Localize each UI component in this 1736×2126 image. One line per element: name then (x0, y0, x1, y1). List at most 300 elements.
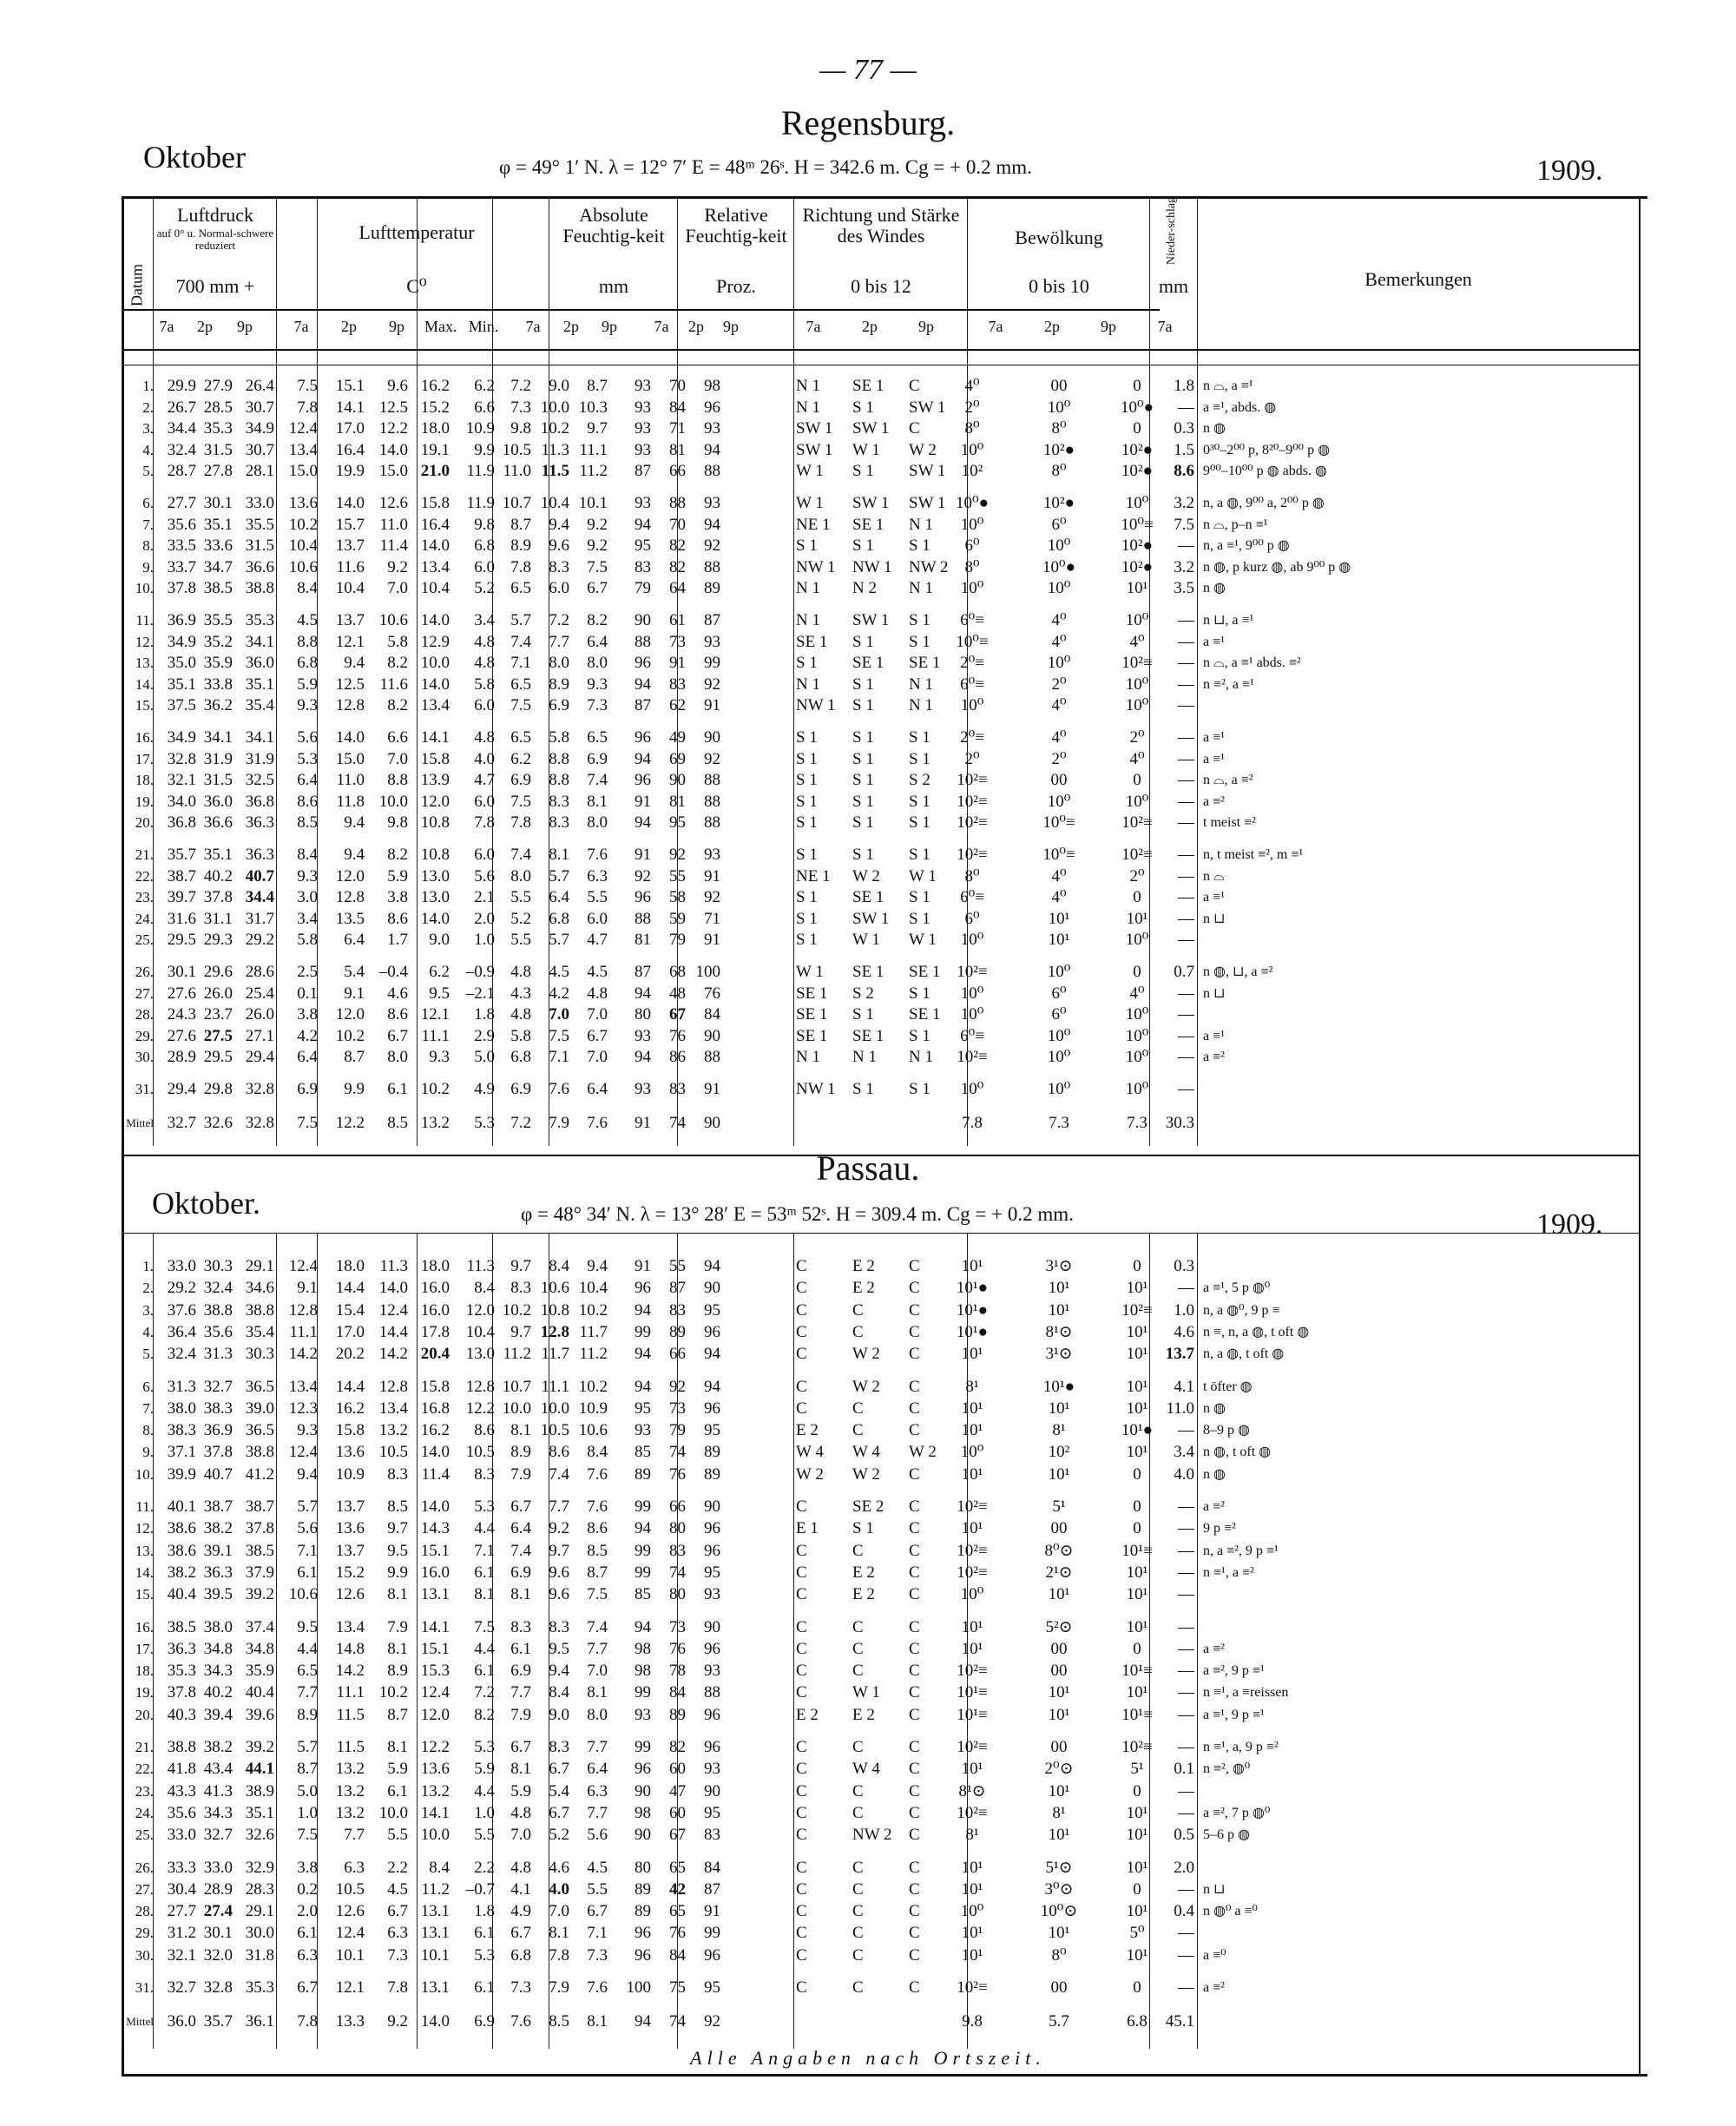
value-cell: 88 (669, 494, 686, 512)
value-cell: 6.3 (344, 1858, 365, 1877)
value-cell: 6.9 (510, 771, 531, 790)
value-cell: 4.9 (510, 1902, 531, 1921)
value-cell: 6.3 (587, 1781, 608, 1800)
value-cell: 6.5 (587, 728, 608, 747)
value-cell: 34.4 (245, 888, 274, 907)
value-cell: 93 (704, 494, 720, 512)
cloud-cell: 3⁰⊙ (1044, 1879, 1074, 1899)
subheader-t7: 7a (293, 318, 309, 335)
table-row (124, 1344, 1639, 1364)
value-cell: 11.6 (336, 557, 365, 576)
cloud-cell: 4⁰ (1129, 632, 1145, 651)
value-cell: 94 (635, 1300, 651, 1320)
value-cell: 7.0 (587, 1048, 608, 1067)
value-cell: 5.6 (474, 866, 495, 885)
value-cell: 27.7 (167, 1902, 196, 1921)
cloud-cell: 10⁰≡ (1121, 515, 1154, 534)
value-cell: 7.1 (549, 1048, 569, 1067)
cloud-cell: 10²≡ (957, 1497, 988, 1516)
table-row (124, 1682, 1639, 1702)
cloud-cell: 6⁰ (964, 909, 980, 928)
value-cell: 92 (704, 888, 720, 907)
value-cell: 36.6 (245, 557, 274, 576)
value-cell: 6.1 (474, 1924, 495, 1943)
value-cell: 6.1 (297, 1563, 318, 1582)
value-cell: 7.2 (510, 1113, 531, 1132)
value-cell: 36.0 (167, 2012, 196, 2031)
value-cell: 9.3 (297, 696, 318, 715)
value-cell: 8.4 (587, 1443, 608, 1462)
datum-cell: 24. (135, 910, 154, 927)
cloud-cell: 0 (1133, 1465, 1141, 1484)
value-cell: 7.6 (587, 1465, 608, 1484)
wind-cell: C (909, 1858, 920, 1877)
wind-cell: N 2 (852, 579, 877, 598)
value-cell: 85 (635, 1443, 651, 1462)
value-cell: 11.3 (379, 1257, 408, 1275)
value-cell: 8.8 (549, 749, 569, 768)
value-cell: 13.2 (335, 1803, 365, 1822)
cloud-cell: 10¹ (1048, 1399, 1070, 1418)
value-cell: 40.4 (167, 1585, 196, 1604)
niederschlag-cell: — (1178, 1705, 1194, 1724)
value-cell: 5.5 (587, 888, 608, 907)
wind-cell: C (796, 1858, 807, 1877)
value-cell: 4.8 (510, 1803, 531, 1822)
value-cell: 94 (635, 2012, 651, 2031)
value-cell: 1.0 (297, 1803, 318, 1822)
cloud-cell: 4⁰ (1051, 611, 1067, 629)
wind-cell: NW 2 (852, 1826, 892, 1845)
value-cell: 7.7 (587, 1803, 608, 1822)
value-cell: 9.4 (344, 813, 365, 833)
value-cell: 6.8 (510, 1048, 531, 1067)
wind-cell: S 1 (852, 1005, 874, 1024)
subheader-t2: 2p (341, 318, 357, 335)
value-cell: 2.5 (297, 963, 318, 981)
value-cell: 9.4 (549, 1662, 569, 1681)
table-row (124, 398, 1639, 418)
value-cell: 70 (669, 377, 686, 395)
cloud-cell: 4⁰ (1051, 866, 1067, 885)
cloud-cell: 10²● (1121, 557, 1154, 576)
bemerkung-cell: a ≡¹, abds. ◍ (1203, 399, 1277, 415)
wind-cell: C (796, 1902, 807, 1921)
cloud-cell: 10¹ (1126, 1563, 1148, 1582)
value-cell: 7.7 (549, 1497, 569, 1516)
bemerkung-cell: n ⊔ (1203, 911, 1226, 926)
value-cell: 10.4 (288, 536, 318, 556)
value-cell: 12.6 (335, 1902, 365, 1921)
wind-cell: C (909, 1760, 920, 1779)
value-cell: 7.0 (387, 749, 408, 768)
wind-cell: C (909, 1662, 920, 1681)
value-cell: 7.2 (474, 1683, 495, 1702)
niederschlag-cell: — (1178, 792, 1194, 811)
value-cell: 36.1 (245, 2012, 274, 2031)
value-cell: 8.1 (587, 2012, 608, 2031)
value-cell: 13.1 (420, 1978, 450, 1997)
wind-cell: S 1 (909, 792, 930, 811)
value-cell: 32.0 (203, 1945, 233, 1965)
value-cell: 9.0 (549, 377, 569, 395)
wind-cell: C (796, 1760, 807, 1779)
datum-cell: 19. (135, 1684, 154, 1701)
wind-cell: C (796, 1879, 807, 1899)
value-cell: 19.9 (335, 462, 365, 481)
bemerkung-cell: n ≡², ◍⁰ (1203, 1761, 1251, 1777)
table-row (124, 1047, 1639, 1067)
wind-cell: C (852, 1879, 864, 1899)
value-cell: 32.8 (245, 1080, 274, 1098)
cloud-cell: 0 (1133, 1639, 1141, 1658)
datum-cell: 11. (135, 612, 154, 629)
value-cell: 10.5 (502, 440, 531, 459)
wind-cell: S 1 (852, 749, 874, 768)
table-row (124, 1923, 1639, 1943)
value-cell: 91 (704, 1902, 720, 1921)
wind-cell: S 1 (852, 536, 874, 556)
value-cell: 91 (704, 696, 720, 715)
wind-cell: C (909, 1322, 920, 1341)
niederschlag-cell: 4.1 (1174, 1377, 1194, 1396)
value-cell: 32.7 (167, 1978, 196, 1997)
value-cell: 14.0 (420, 1497, 450, 1516)
value-cell: 65 (669, 1902, 686, 1921)
niederschlag-cell: — (1178, 398, 1194, 417)
value-cell: 5.4 (344, 963, 365, 981)
wind-cell: C (796, 1662, 807, 1681)
value-cell: 12.5 (378, 398, 408, 417)
bemerkung-cell: n, a ◍, 9⁰⁰ a, 2⁰⁰ p ◍ (1203, 496, 1325, 510)
value-cell: 4.8 (510, 1005, 531, 1024)
value-cell: 13.7 (335, 1541, 365, 1560)
lufttemperatur-unit: C⁰ (406, 275, 427, 297)
value-cell: 11.9 (466, 494, 495, 512)
value-cell: 10.2 (420, 1080, 450, 1098)
cloud-cell: 10²● (1121, 462, 1154, 481)
value-cell: 6.4 (549, 888, 569, 907)
bemerkung-cell: a ≡² (1203, 1499, 1225, 1514)
value-cell: 84 (669, 398, 686, 417)
value-cell: 91 (635, 792, 651, 811)
value-cell: 8.6 (297, 792, 318, 811)
value-cell: 35.1 (203, 846, 233, 864)
wind-cell: W 2 (852, 866, 880, 885)
value-cell: 6.9 (510, 1563, 531, 1582)
value-cell: 15.1 (335, 377, 365, 395)
value-cell: 29.1 (245, 1902, 274, 1921)
value-cell: 7.1 (297, 1541, 318, 1560)
wind-cell: S 1 (852, 632, 874, 651)
value-cell: 14.2 (335, 1662, 365, 1681)
table-row (124, 493, 1639, 513)
value-cell: 29.2 (167, 1279, 196, 1298)
station-title-passau: Passau. (816, 1149, 920, 1188)
value-cell: 6.7 (587, 579, 608, 598)
datum-cell: 30. (135, 1049, 154, 1066)
cloud-cell: 10¹● (956, 1300, 989, 1320)
bemerkung-cell: 9⁰⁰–10⁰⁰ p ◍ abds. ◍ (1203, 464, 1327, 479)
cloud-cell: 10¹ (961, 1617, 983, 1636)
value-cell: 8.7 (344, 1048, 365, 1067)
value-cell: 29.5 (167, 931, 196, 950)
wind-cell: S 1 (796, 749, 818, 768)
cloud-cell: 10¹ (961, 1858, 983, 1877)
value-cell: 10.2 (578, 1377, 608, 1396)
value-cell: 40.4 (245, 1683, 274, 1702)
value-cell: 8.7 (587, 1563, 608, 1582)
bemerkung-cell: n ⌓, a ≡² (1203, 773, 1253, 788)
cloud-cell: 10¹ (961, 1879, 983, 1899)
cloud-cell: 00 (1050, 377, 1068, 395)
value-cell: 90 (704, 1497, 720, 1516)
value-cell: 6.5 (510, 728, 531, 747)
niederschlag-cell: 45.1 (1165, 2012, 1194, 2031)
value-cell: 21.0 (420, 462, 450, 481)
value-cell: 89 (704, 579, 720, 598)
luftdruck-subheader: auf 0° u. Normal-schwere reduziert (156, 227, 274, 252)
value-cell: 7.2 (510, 377, 531, 395)
value-cell: 85 (635, 1585, 651, 1604)
datum-cell: 24. (135, 1804, 154, 1821)
value-cell: 36.3 (203, 1563, 233, 1582)
value-cell: 7.7 (587, 1639, 608, 1658)
niederschlag-cell: — (1178, 1945, 1194, 1965)
bewoelkung-header: Bewölkung (1015, 227, 1103, 248)
cloud-cell: 10¹ (1048, 1279, 1070, 1298)
value-cell: 88 (635, 632, 651, 651)
value-cell: 94 (635, 1345, 651, 1364)
value-cell: 9.8 (510, 419, 531, 438)
wind-cell: N 1 (909, 579, 933, 598)
value-cell: 4.1 (510, 1879, 531, 1899)
value-cell: 90 (704, 1617, 720, 1636)
table-row (124, 866, 1639, 886)
value-cell: 13.7 (335, 536, 365, 556)
wind-cell: W 4 (796, 1443, 824, 1462)
datum-cell: 10. (135, 580, 154, 597)
value-cell: 8.3 (510, 1279, 531, 1298)
niederschlag-cell: — (1178, 931, 1194, 950)
value-cell: 4.5 (549, 963, 569, 981)
value-cell: 7.4 (587, 771, 608, 790)
value-cell: 8.5 (387, 1113, 408, 1132)
luftdruck-header: Luftdruck (177, 204, 253, 226)
value-cell: 6.8 (510, 1945, 531, 1965)
value-cell: 8.5 (297, 813, 318, 833)
value-cell: 60 (669, 1760, 686, 1779)
value-cell: 7.1 (474, 1541, 495, 1560)
table-row (124, 887, 1639, 907)
cloud-cell: 10¹ (1126, 1902, 1148, 1921)
value-cell: 39.4 (203, 1705, 233, 1724)
wind-cell: W 4 (852, 1443, 880, 1462)
value-cell: 39.2 (245, 1585, 274, 1604)
cloud-cell: 10⁰ (960, 1585, 984, 1604)
niederschlag-cell: 1.5 (1174, 440, 1194, 459)
value-cell: 70 (669, 515, 686, 534)
wind-cell: NW 1 (796, 557, 836, 576)
wind-cell: C (909, 1978, 920, 1997)
cloud-cell: 4⁰ (1051, 728, 1067, 747)
value-cell: 6.5 (510, 675, 531, 694)
station-separator (124, 1155, 1639, 1156)
value-cell: 76 (704, 984, 720, 1003)
subheader-t7: 7a (806, 318, 821, 335)
wind-cell: SE 1 (852, 963, 884, 981)
cloud-cell: 10²≡ (957, 1738, 988, 1756)
wind-cell: S 1 (909, 632, 930, 651)
niederschlag-cell: — (1178, 888, 1194, 907)
datum-cell: 9. (142, 1444, 154, 1461)
value-cell: 13.4 (420, 696, 450, 715)
cloud-cell: 10⁰● (955, 494, 990, 512)
subheader-t2: 2p (563, 318, 579, 335)
value-cell: 9.2 (587, 515, 608, 534)
value-cell: 2.2 (387, 1858, 408, 1877)
niederschlag-cell: 4.6 (1174, 1322, 1194, 1341)
wind-cell: C (909, 1738, 920, 1756)
value-cell: 6.4 (587, 632, 608, 651)
wind-cell: N 1 (796, 398, 820, 417)
value-cell: 71 (669, 419, 686, 438)
value-cell: 5.0 (474, 1048, 495, 1067)
cloud-cell: 6⁰≡ (960, 675, 984, 694)
value-cell: 10.7 (502, 494, 531, 512)
wind-cell: SE 1 (852, 515, 884, 534)
value-cell: 30.1 (167, 963, 196, 981)
cloud-cell: 10²≡ (957, 963, 988, 981)
niederschlag-cell: 1.8 (1174, 377, 1194, 395)
value-cell: 8.1 (510, 1760, 531, 1779)
value-cell: 3.8 (297, 1005, 318, 1024)
value-cell: 88 (704, 813, 720, 833)
value-cell: 7.7 (297, 1683, 318, 1702)
value-cell: 94 (635, 749, 651, 768)
wind-cell: E 2 (852, 1563, 875, 1582)
value-cell: 9.5 (387, 1541, 408, 1560)
value-cell: 9.7 (510, 1257, 531, 1275)
value-cell: 10.5 (465, 1443, 495, 1462)
niederschlag-cell: — (1178, 1005, 1194, 1024)
datum-cell: 27. (135, 984, 154, 1002)
table-row (124, 1705, 1639, 1725)
value-cell: 3.8 (387, 888, 408, 907)
value-cell: 5.3 (474, 1738, 495, 1756)
datum-cell: 11. (135, 1498, 154, 1515)
cloud-cell: 10²≡ (1121, 1738, 1153, 1756)
bemerkung-cell: a ≡¹ (1203, 890, 1225, 905)
wind-cell: SE 1 (796, 632, 828, 651)
value-cell: 31.5 (245, 536, 274, 556)
value-cell: 41.2 (245, 1465, 274, 1484)
wind-cell: C (796, 1345, 807, 1364)
value-cell: 14.0 (335, 728, 365, 747)
value-cell: –2.1 (465, 984, 495, 1003)
value-cell: 89 (704, 1443, 720, 1462)
wind-cell: SE 1 (796, 1005, 828, 1024)
wind-cell: C (852, 1541, 864, 1560)
value-cell: 87 (704, 1879, 720, 1899)
bemerkung-cell: a ≡² (1203, 1641, 1225, 1656)
niederschlag-cell: — (1178, 1279, 1194, 1298)
wind-cell: C (909, 1519, 920, 1538)
value-cell: 8.4 (549, 1683, 569, 1702)
value-cell: 12.8 (335, 888, 365, 907)
value-cell: 6.1 (474, 1978, 495, 1997)
value-cell: 47 (669, 1781, 686, 1800)
cloud-cell: 10⁰ (1125, 675, 1149, 694)
value-cell: 31.9 (245, 749, 274, 768)
bewoelkung-unit: 0 bis 10 (1029, 275, 1089, 297)
value-cell: 96 (635, 888, 651, 907)
value-cell: 11.5 (541, 462, 569, 481)
value-cell: 32.4 (203, 1279, 233, 1298)
wind-cell: S 1 (909, 749, 930, 768)
value-cell: 8.1 (510, 1585, 531, 1604)
value-cell: 33.0 (167, 1257, 196, 1275)
wind-cell: C (796, 1924, 807, 1943)
value-cell: 30.4 (167, 1879, 196, 1899)
cloud-cell: 5¹⊙ (1045, 1858, 1073, 1877)
value-cell: 83 (704, 1826, 720, 1845)
value-cell: 83 (669, 675, 686, 694)
value-cell: 92 (704, 749, 720, 768)
value-cell: 14.2 (378, 1345, 408, 1364)
niederschlag-cell: — (1178, 1519, 1194, 1538)
cloud-cell: 10¹ (1126, 579, 1148, 598)
cloud-cell: 10⁰ (960, 1902, 984, 1921)
wind-cell: W 1 (796, 462, 824, 481)
bemerkung-cell: n ⌓, p–n ≡¹ (1203, 517, 1268, 532)
wind-cell: N 1 (796, 1048, 820, 1067)
value-cell: 6.7 (297, 1978, 318, 1997)
cloud-cell: 10¹ (1126, 1858, 1148, 1877)
value-cell: 5.7 (549, 931, 569, 950)
value-cell: 10.9 (335, 1465, 365, 1484)
bemerkung-cell: n, a ≡¹, 9⁰⁰ p ◍ (1203, 538, 1290, 554)
table-row (124, 1026, 1639, 1046)
datum-cell: 14. (135, 1563, 154, 1581)
wind-cell: C (796, 1826, 807, 1845)
cloud-cell: 10²≡ (957, 846, 988, 864)
datum-cell: 6. (142, 1378, 154, 1395)
value-cell: 38.7 (167, 866, 196, 885)
niederschlag-cell: — (1178, 1585, 1194, 1604)
value-cell: 4.8 (474, 654, 495, 673)
value-cell: 89 (669, 1322, 686, 1341)
value-cell: 7.0 (510, 1826, 531, 1845)
cloud-cell: 10⁰ (960, 931, 984, 950)
wind-cell: W 2 (909, 440, 937, 459)
value-cell: 32.1 (167, 1945, 196, 1965)
datum-cell: 3. (142, 1301, 154, 1319)
datum-cell: 21. (135, 1739, 154, 1755)
datum-cell: 4. (142, 441, 154, 458)
cloud-cell: 0 (1133, 1978, 1141, 1997)
value-cell: 29.1 (245, 1257, 274, 1275)
wind-cell: C (909, 1803, 920, 1822)
value-cell: 12.8 (288, 1300, 318, 1320)
value-cell: 8.0 (587, 813, 608, 833)
cloud-cell: 0 (1133, 771, 1141, 790)
cloud-cell: 10⁰ (960, 440, 984, 459)
value-cell: 9.2 (549, 1519, 569, 1538)
wind-cell: N 1 (796, 675, 820, 694)
wind-cell: SW 1 (909, 398, 946, 417)
niederschlag-cell: — (1178, 675, 1194, 694)
